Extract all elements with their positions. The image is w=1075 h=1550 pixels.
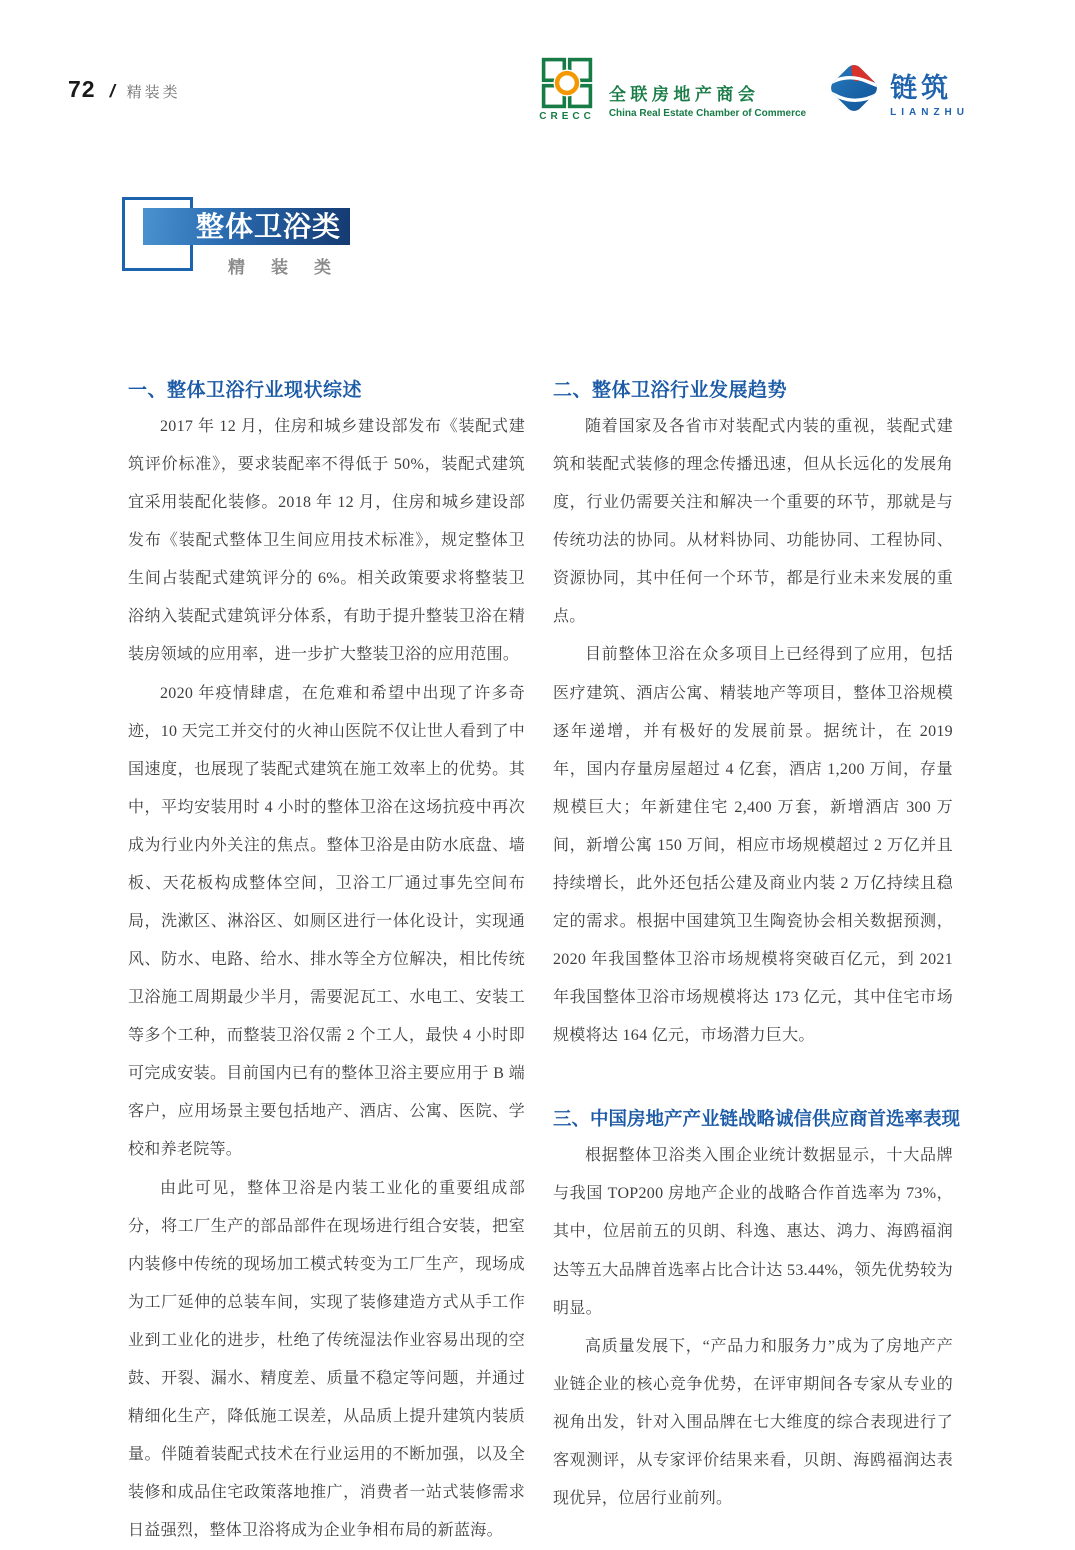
page-number-separator: / [107,81,117,101]
page-category-label: 精装类 [126,84,181,101]
section-2-heading: 二、整体卫浴行业发展趋势 [553,380,788,401]
section-3-heading: 三、中国房地产产业链战略诚信供应商首选率表现 [553,1108,961,1130]
page-header [68,56,969,122]
section-2-paragraph-1: 随着国家及各省市对装配式内装的重视，装配式建筑和装配式装修的理念传播迅速，但从长远化的发展角度，行业仍需要关注和解决一个重要的环节，那就是与传统功法的协同。从材料协同、功能协同、工程协同、资源协同，其中任何一个环节，都是行业未来发展的重点。 [553,418,953,626]
logo-row [539,56,969,122]
page-number-group [68,76,181,103]
page-number: 72 [68,76,96,102]
crecc-name-cn: 全联房地产商会 [608,85,760,104]
section-1-paragraph-3: 由此可见，整体卫浴是内装工业化的重要组成部分，将工厂生产的部品部件在现场进行组合安装，把室内装修中传统的现场加工模式转变为工厂生产，现场成为工厂延伸的总装车间，实现了装修建造方式从手工作业到工业化的进步，杜绝了传统湿法作业容易出现的空鼓、开裂、漏水、精度差、质量不稳定等问题，并通过精细化生产，降低施工误差，从品质上提升建筑内装质量。伴随着装配式技术在行业运用的不断加强，以及全装修和成品住宅政策落地推广，消费者一站式装修需求日益强烈，整体卫浴将成为企业争相布局的新蓝海。 [128,1179,525,1540]
section-1-heading: 一、整体卫浴行业现状综述 [128,380,363,401]
section-3-paragraph-2: 高质量发展下，“产品力和服务力”成为了房地产产业链企业的核心竞争优势，在评审期间各专家从专业的视角出发，针对入围品牌在七大维度的综合表现进行了客观测评，从专家评价结果来看，贝朗、海鸥福润达表现优异，位居行业前列。 [553,1337,953,1508]
lianzhu-name-cn: 链筑 [890,73,953,103]
chapter-subtitle: 精装类 [228,258,357,277]
section-1-paragraph-1: 2017 年 12 月，住房和城乡建设部发布《装配式建筑评价标准》，要求装配率不得低于 50%，装配式建筑宜采用装配化装修。2018 年 12 月，住房和城乡建设部发布《装配式整体卫生间应用技术标准》，规定整体卫生间占装配式建筑评分的 6%。相关政策要求将整装卫浴纳入装配式建筑评分体系，有助于提升整装卫浴在精装房领域的应用率，进一步扩大整装卫浴的应用范围。 [128,418,525,664]
crecc-abbr-label: CRECC [539,111,595,122]
section-1-paragraph-2: 2020 年疫情肆虐，在危难和希望中出现了许多奇迹，10 天完工并交付的火神山医院不仅让世人看到了中国速度，也展现了装配式建筑在施工效率上的优势。其中，平均安装用时 4 小时的整体卫浴在这场抗疫中再次成为行业内外关注的焦点。整体卫浴是由防水底盘、墙板、天花板构成整体空间，卫浴工厂通过事先空间布局，洗漱区、淋浴区、如厕区进行一体化设计，实现通风、防水、电路、给水、排水等全方位解决，相比传统卫浴施工周期最少半月，需要泥瓦工、水电工、安装工等多个工种，而整装卫浴仅需 2 个工人，最快 4 小时即可完成安装。目前国内已有的整体卫浴主要应用于 B 端客户，应用场景主要包括地产、酒店、公寓、医院、学校和养老院等。 [128,684,525,1159]
section-2-paragraph-2: 目前整体卫浴在众多项目上已经得到了应用，包括医疗建筑、酒店公寓、精装地产等项目，整体卫浴规模逐年递增，并有极好的发展前景。据统计，在 2019 年，国内存量房屋超过 4 亿套，酒店 1,200 万间，存量规模巨大；年新建住宅 2,400 万套，新增酒店 300 万间，新增公寓 150 万间，相应市场规模超过 2 万亿并且持续增长，此外还包括公建及商业内装 2 万亿持续且稳定的需求。根据中国建筑卫生陶瓷协会相关数据预测，2020 年我国整体卫浴市场规模将突破百亿元，到 2021 年我国整体卫浴市场规模将达 173 亿元，其中住宅市场规模将达 164 亿元，市场潜力巨大。 [553,646,953,1045]
lianzhu-logo-icon [826,60,882,121]
chapter-title: 整体卫浴类 [143,208,350,245]
crecc-name-en: China Real Estate Chamber of Commerce [608,108,807,119]
right-column [553,375,961,1518]
lianzhu-name-en: LIANZHU [890,107,969,118]
section-3-paragraph-1: 根据整体卫浴类入围企业统计数据显示，十大品牌与我国 TOP200 房地产企业的战略合作首选率为 73%，其中，位居前五的贝朗、科逸、惠达、鸿力、海鸥福润达等五大品牌首选率占比合计达 53.44%，领先优势较为明显。 [553,1147,953,1317]
crecc-logo-text [609,80,806,119]
lianzhu-logo [826,60,969,121]
crecc-logo-icon [539,56,595,122]
crecc-logo [539,56,806,122]
lianzhu-logo-text [890,66,969,118]
left-column [128,375,525,1550]
